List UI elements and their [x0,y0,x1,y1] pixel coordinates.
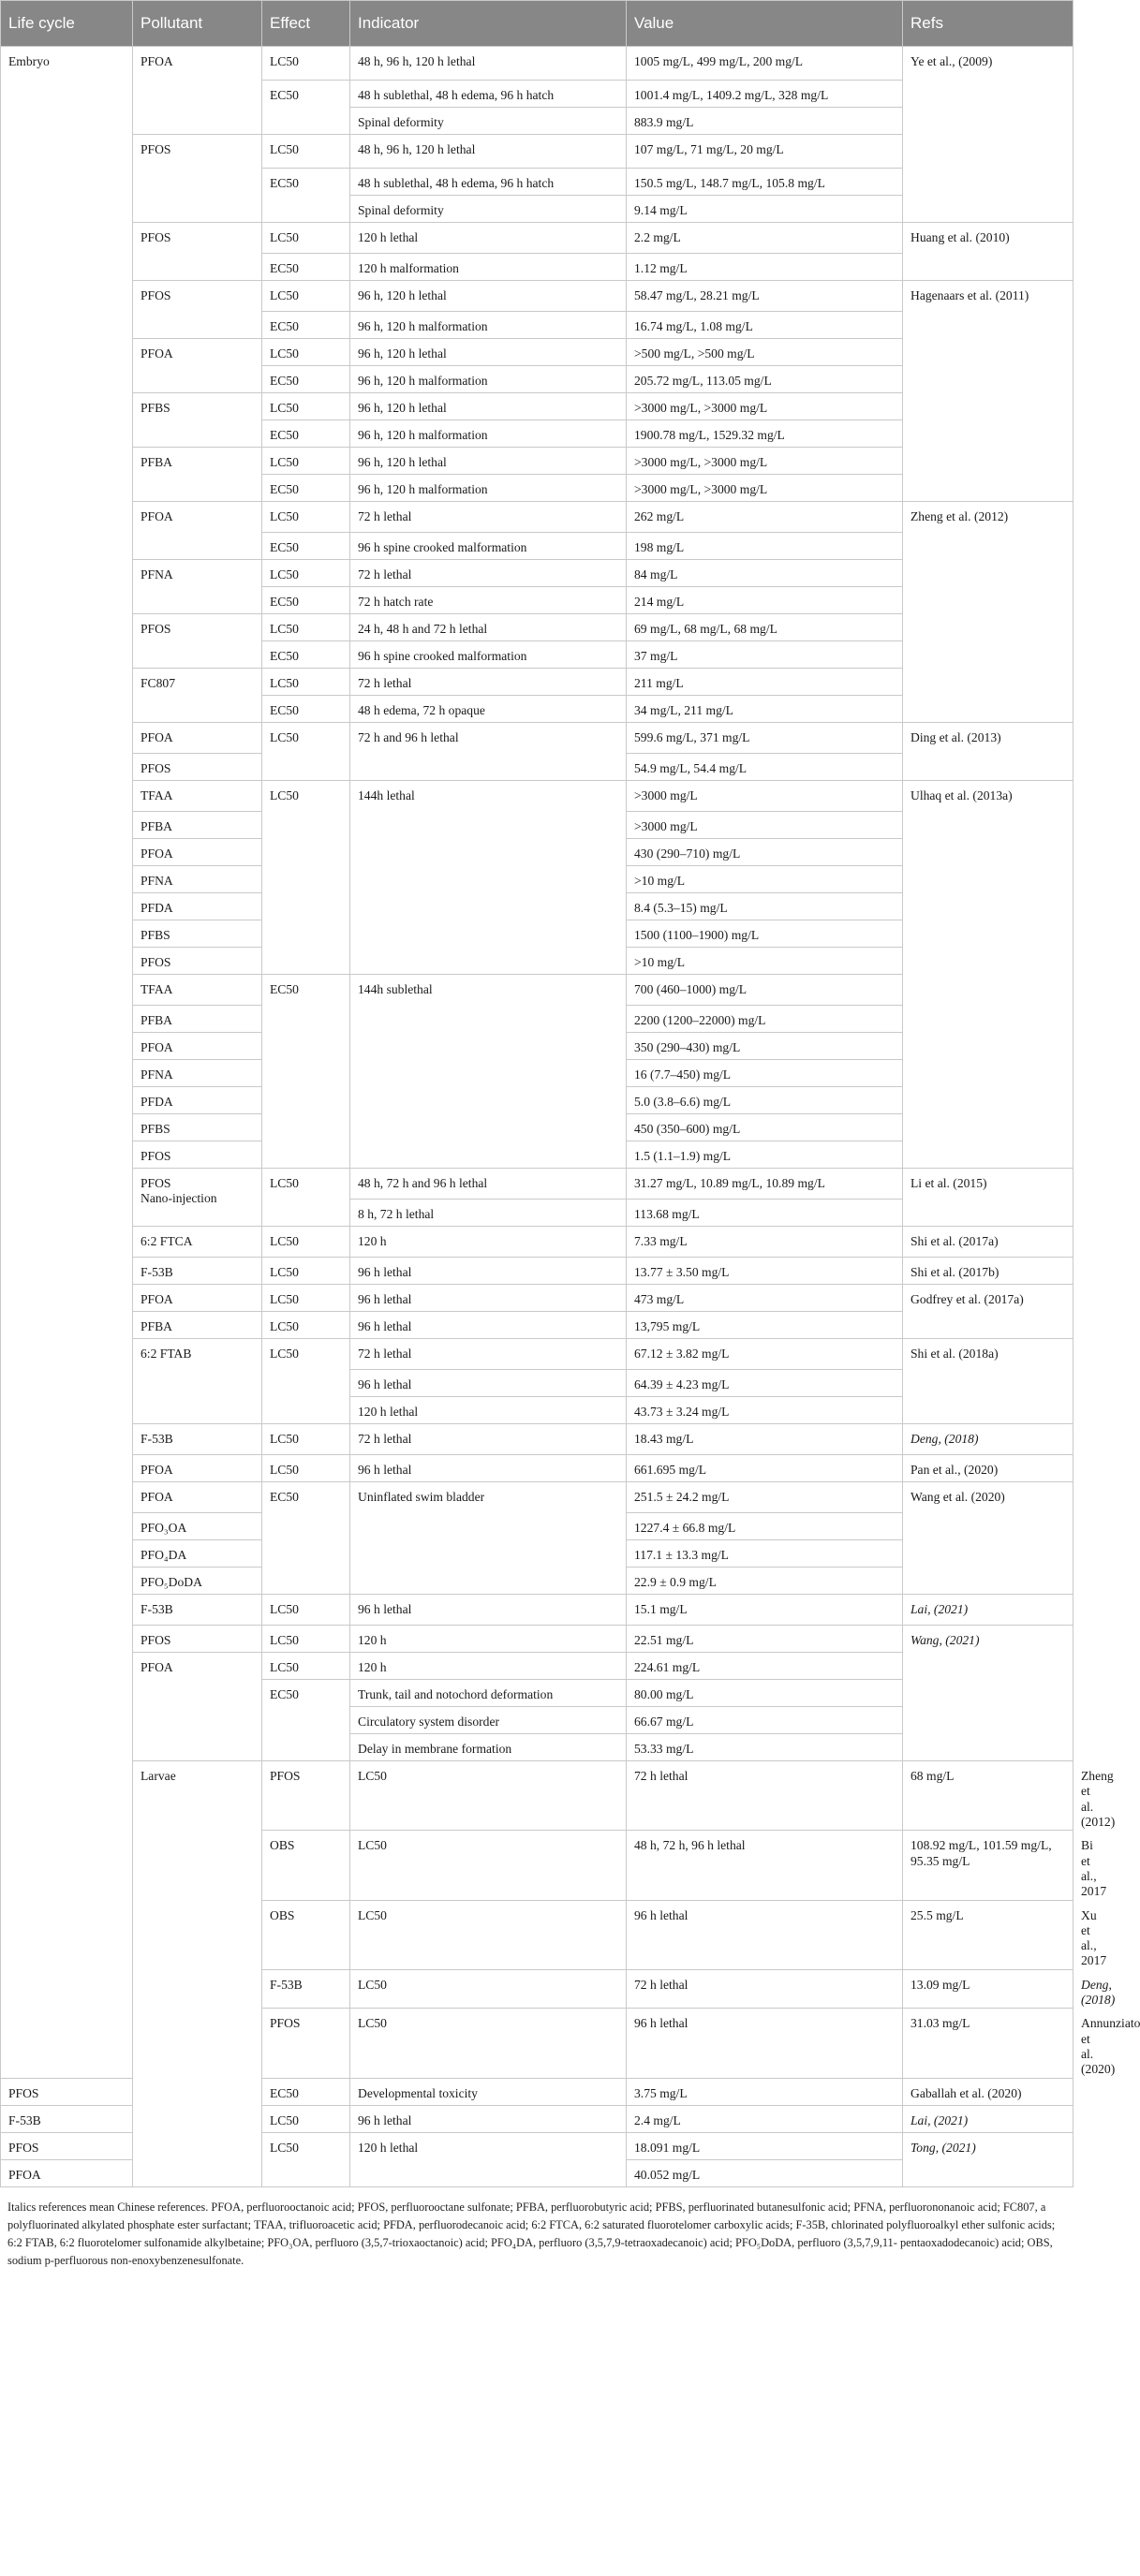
table-cell: Deng, (2018) [903,1424,1073,1455]
table-cell: EC50 [262,641,350,669]
table-cell: 599.6 mg/L, 371 mg/L [627,723,903,754]
table-cell: 31.27 mg/L, 10.89 mg/L, 10.89 mg/L [627,1169,903,1200]
table-cell: EC50 [262,1680,350,1761]
table-row: Larvae PFOS LC50 72 h lethal 68 mg/L Zheng et al. (2012) [1,1761,1073,1831]
table-cell: 25.5 mg/L [903,1900,1073,1969]
table-cell: Pan et al., (2020) [903,1455,1073,1482]
header-row [1,1,1073,47]
table-cell: 66.67 mg/L [627,1707,903,1734]
table-cell: LC50 [262,47,350,81]
table-cell: Spinal deformity [350,196,627,223]
table-cell: Zheng et al. (2012) [903,502,1073,723]
table-cell: 120 h lethal [350,2132,627,2186]
table-cell: EC50 [262,254,350,281]
table-cell: LC50 [262,723,350,781]
table-cell: 96 h, 120 h malformation [350,312,627,339]
table-cell: EC50 [262,587,350,614]
table-cell: EC50 [262,420,350,448]
table-cell: 48 h edema, 72 h opaque [350,696,627,723]
table-cell: >3000 mg/L, >3000 mg/L [627,475,903,502]
table-cell: EC50 [262,81,350,135]
table-cell: >500 mg/L, >500 mg/L [627,339,903,366]
table-cell: PFOS [133,223,262,281]
table-cell: >10 mg/L [627,866,903,893]
header-value: Value [627,1,903,47]
table-cell: PFOS [133,1141,262,1169]
table-cell: 211 mg/L [627,669,903,696]
table-cell: 262 mg/L [627,502,903,533]
table-cell: 450 (350–600) mg/L [627,1114,903,1141]
table-cell: Larvae [133,1761,262,2187]
table-cell: 43.73 ± 3.24 mg/L [627,1397,903,1424]
table-cell: FC807 [133,669,262,723]
table-cell: F-53B [133,1258,262,1285]
table-cell: 1.5 (1.1–1.9) mg/L [627,1141,903,1169]
table-cell: LC50 [262,669,350,696]
table-cell: 9.14 mg/L [627,196,903,223]
table-cell: Ding et al. (2013) [903,723,1073,781]
table-cell: PFOS [262,2009,350,2078]
table-cell: LC50 [262,2132,350,2186]
table-cell: 214 mg/L [627,587,903,614]
table-cell: Developmental toxicity [350,2078,627,2105]
table-cell: 120 h [350,1653,627,1680]
header-refs: Refs [903,1,1073,47]
table-cell: EC50 [262,1482,350,1595]
table-cell: Lai, (2021) [903,2105,1073,2132]
table-cell: >3000 mg/L [627,781,903,812]
table-cell: 150.5 mg/L, 148.7 mg/L, 105.8 mg/L [627,169,903,196]
table-cell: 53.33 mg/L [627,1734,903,1761]
table-cell: PFOA [133,1033,262,1060]
table-cell: PFOS [1,2078,133,2105]
table-footnote: Italics references mean Chinese references. PFOA, perfluorooctanoic acid; PFOS, perfluorooctane sulfonate; PFBA, perfluorobutyric acid; PFBS, perfluorinated butanesulfonic acid; PFNA, perfluorononanoic acid; FC807, a polyfluorinated alkylated phosphate ester surfactant; TFAA, trifluoroacetic acid; PFDA, perfluorodecanoic acid; 6:2 FTCA, 6:2 saturated fluorotelomer carboxylic acids; F-35B, chlorinated polyfluoroalkyl ether sulfonic acids; 6:2 FTAB, 6:2 fluorotelomer sulfonamide alkylbetaine; PFO₃OA, perfluoro (3,5,7-trioxaoctanoic) acid; PFO₄DA, perfluoro (3,5,7,9-tetraoxadecanoic) acid; PFO₅DoDA, perfluoro (3,5,7,9,11- pentaoxadodecanoic) acid; OBS, sodium p-perfluorous non-enoxybenzenesulfonate. [7,2200,1056,2268]
table-cell: LC50 [262,2105,350,2132]
table-cell: 13.77 ± 3.50 mg/L [627,1258,903,1285]
table-cell: 72 h lethal [350,502,627,533]
table-cell: Lai, (2021) [903,1595,1073,1626]
table-cell: PFNA [133,560,262,614]
table-row [1,1227,1073,1258]
table-cell: PFDA [133,1087,262,1114]
table-cell: EC50 [262,533,350,560]
table-cell: 120 h [350,1626,627,1653]
table-cell: LC50 [262,393,350,420]
table-cell: 6:2 FTAB [133,1339,262,1424]
table-cell: PFOA [133,502,262,560]
table-cell: 18.43 mg/L [627,1424,903,1455]
table-cell: LC50 [262,1595,350,1626]
table-cell: 69 mg/L, 68 mg/L, 68 mg/L [627,614,903,641]
header-pollutant: Pollutant [133,1,262,47]
table-cell: 48 h sublethal, 48 h edema, 96 h hatch [350,81,627,108]
table-cell: 350 (290–430) mg/L [627,1033,903,1060]
table-cell: 8 h, 72 h lethal [350,1200,627,1227]
table-cell: 18.091 mg/L [627,2132,903,2159]
table-cell: 80.00 mg/L [627,1680,903,1707]
table-row [1,1258,1073,1285]
table-cell: F-53B [133,1424,262,1455]
table-cell: LC50 [262,502,350,533]
table-cell: 144h sublethal [350,975,627,1169]
table-row [1,47,1073,81]
table-cell: 2200 (1200–22000) mg/L [627,1006,903,1033]
table-cell: 40.052 mg/L [627,2159,903,2186]
table-row [1,1595,1073,1626]
table-cell: PFOS [133,281,262,339]
table-cell: PFOA [133,339,262,393]
table-cell: 96 h lethal [627,2009,903,2078]
table-cell: 120 h lethal [350,223,627,254]
table-cell: PFOS Nano-injection [133,1169,262,1227]
table-cell: PFO₅DoDA [133,1568,262,1595]
table-cell: 96 h lethal [350,1312,627,1339]
table-cell: LC50 [262,1653,350,1680]
table-cell: 883.9 mg/L [627,108,903,135]
table-cell: 58.47 mg/L, 28.21 mg/L [627,281,903,312]
table-cell: 48 h, 72 h and 96 h lethal [350,1169,627,1200]
table-cell: Circulatory system disorder [350,1707,627,1734]
table-cell: 22.9 ± 0.9 mg/L [627,1568,903,1595]
header-indicator: Indicator [350,1,627,47]
table-cell: 16 (7.7–450) mg/L [627,1060,903,1087]
table-cell: PFBA [133,812,262,839]
table-cell: LC50 [262,1169,350,1227]
table-cell: 34 mg/L, 211 mg/L [627,696,903,723]
table-row: OBS LC50 48 h, 72 h, 96 h lethal 108.92 mg/L, 101.59 mg/L, 95.35 mg/L Bi et al., 2017 [1,1831,1073,1900]
table-cell: PFOS [133,135,262,223]
table-row [1,223,1073,254]
table-cell: 96 h, 120 h lethal [350,393,627,420]
table-cell: LC50 [262,1339,350,1424]
table-cell: >10 mg/L [627,948,903,975]
table-cell: EC50 [262,475,350,502]
table-body [1,47,1140,2187]
table-cell: >3000 mg/L [627,812,903,839]
table-cell: 117.1 ± 13.3 mg/L [627,1540,903,1568]
table-cell: 120 h [350,1227,627,1258]
table-cell: 120 h malformation [350,254,627,281]
table-cell: 1900.78 mg/L, 1529.32 mg/L [627,420,903,448]
table-cell: Ulhaq et al. (2013a) [903,781,1073,1169]
table-row: PFOS LC50 96 h lethal 31.03 mg/L Annunziato et al. (2020) [1,2009,1073,2078]
table-cell: 13,795 mg/L [627,1312,903,1339]
table-cell: 96 h, 120 h lethal [350,281,627,312]
table-cell: F-53B [262,1969,350,2009]
table-cell: EC50 [262,2078,350,2105]
table-cell: 661.695 mg/L [627,1455,903,1482]
table-cell: 72 h hatch rate [350,587,627,614]
table-row: OBS LC50 96 h lethal 25.5 mg/L Xu et al., 2017 [1,1900,1073,1969]
table-cell: LC50 [262,1285,350,1312]
table-cell: Embryo [1,47,133,2079]
table-cell: EC50 [262,696,350,723]
table-cell: 473 mg/L [627,1285,903,1312]
table-cell: 96 h, 120 h malformation [350,366,627,393]
table-cell: PFOS [133,614,262,669]
table-cell: 251.5 ± 24.2 mg/L [627,1482,903,1513]
table-cell: 96 h, 120 h lethal [350,448,627,475]
table-cell: 3.75 mg/L [627,2078,903,2105]
table-cell: PFBA [133,1312,262,1339]
table-cell: 84 mg/L [627,560,903,587]
table-cell: Li et al. (2015) [903,1169,1073,1227]
table-cell: PFOA [133,723,262,754]
table-cell: 198 mg/L [627,533,903,560]
table-cell: LC50 [350,1831,627,1900]
table-row [1,1339,1073,1370]
table-cell: 24 h, 48 h and 72 h lethal [350,614,627,641]
table-cell: PFNA [133,866,262,893]
table-cell: Uninflated swim bladder [350,1482,627,1595]
table-cell: PFOA [133,1455,262,1482]
table-cell: 96 h lethal [350,1285,627,1312]
table-cell: 113.68 mg/L [627,1200,903,1227]
table-cell: 1227.4 ± 66.8 mg/L [627,1513,903,1540]
header-effect: Effect [262,1,350,47]
table-cell: LC50 [262,223,350,254]
table-cell: 96 h lethal [350,2105,627,2132]
table-cell: 7.33 mg/L [627,1227,903,1258]
table-cell: >3000 mg/L, >3000 mg/L [627,393,903,420]
header-life-cycle: Life cycle [1,1,133,47]
table-cell: 2.2 mg/L [627,223,903,254]
table-row: F-53B LC50 72 h lethal 13.09 mg/L Deng, (2018) [1,1969,1073,2009]
table-cell: 1500 (1100–1900) mg/L [627,920,903,948]
table-cell: LC50 [350,1900,627,1969]
table-cell: PFOS [133,1626,262,1653]
table-cell: PFOS [262,1761,350,1831]
table-cell: LC50 [262,281,350,312]
table-cell: 64.39 ± 4.23 mg/L [627,1370,903,1397]
table-cell: Wang, (2021) [903,1626,1073,1761]
table-row [1,1455,1073,1482]
table-cell: 48 h, 96 h, 120 h lethal [350,135,627,169]
table-cell: 16.74 mg/L, 1.08 mg/L [627,312,903,339]
table-cell: LC50 [262,781,350,975]
table-cell: Wang et al. (2020) [903,1482,1073,1595]
table-cell: LC50 [262,1424,350,1455]
table-cell: 96 h, 120 h malformation [350,475,627,502]
table-cell: TFAA [133,781,262,812]
table-cell: PFOS [133,754,262,781]
table-cell: LC50 [262,448,350,475]
table-cell: Tong, (2021) [903,2132,1073,2186]
table-cell: 67.12 ± 3.82 mg/L [627,1339,903,1370]
table-cell: Gaballah et al. (2020) [903,2078,1073,2105]
table-cell: PFNA [133,1060,262,1087]
table-cell: LC50 [262,1626,350,1653]
table-row [1,781,1073,812]
table-cell: PFOA [133,1653,262,1761]
table-cell: 1005 mg/L, 499 mg/L, 200 mg/L [627,47,903,81]
table-cell: PFBS [133,920,262,948]
table-cell: Trunk, tail and notochord deformation [350,1680,627,1707]
table-cell: PFOA [133,1482,262,1513]
table-cell: 37 mg/L [627,641,903,669]
table-cell: 48 h sublethal, 48 h edema, 96 h hatch [350,169,627,196]
table-cell: 68 mg/L [903,1761,1073,1831]
table-row [1,502,1073,533]
table-cell: 1.12 mg/L [627,254,903,281]
table-cell: 96 h lethal [350,1595,627,1626]
table-cell: LC50 [262,560,350,587]
table-cell: PFBS [133,1114,262,1141]
table-cell: Huang et al. (2010) [903,223,1073,281]
table-cell: 22.51 mg/L [627,1626,903,1653]
table-cell: OBS [262,1831,350,1900]
table-cell: LC50 [262,614,350,641]
table-cell: LC50 [262,1258,350,1285]
table-cell: 96 h spine crooked malformation [350,641,627,669]
table-cell: LC50 [350,1761,627,1831]
table-cell: 96 h lethal [350,1258,627,1285]
table-cell: LC50 [262,1455,350,1482]
table-cell: 700 (460–1000) mg/L [627,975,903,1006]
table-cell: PFDA [133,893,262,920]
table-cell: LC50 [350,2009,627,2078]
table-cell: PFO₄DA [133,1540,262,1568]
table-cell: 96 h lethal [350,1455,627,1482]
table-cell: 72 h lethal [627,1969,903,2009]
table-row [1,1482,1073,1513]
table-cell: 31.03 mg/L [903,2009,1073,2078]
table-cell: 72 h lethal [350,669,627,696]
table-row [1,1169,1073,1200]
table-cell: 96 h, 120 h malformation [350,420,627,448]
table-cell: LC50 [262,339,350,366]
table-cell: Godfrey et al. (2017a) [903,1285,1073,1339]
table-cell: 72 h lethal [627,1761,903,1831]
table-cell: 120 h lethal [350,1397,627,1424]
table-cell: PFOS [133,948,262,975]
table-cell: PFOA [133,839,262,866]
table-cell: EC50 [262,312,350,339]
table-cell: >3000 mg/L, >3000 mg/L [627,448,903,475]
table-cell: PFO₃OA [133,1513,262,1540]
table-cell: Hagenaars et al. (2011) [903,281,1073,502]
table-row [1,1424,1073,1455]
table-cell: 72 h lethal [350,1424,627,1455]
table-cell: LC50 [262,1227,350,1258]
table-cell: 96 h, 120 h lethal [350,339,627,366]
table-cell: Ye et al., (2009) [903,47,1073,223]
table-cell: 430 (290–710) mg/L [627,839,903,866]
table-row [1,1626,1073,1653]
table-cell: 13.09 mg/L [903,1969,1073,2009]
table-cell: Shi et al. (2017a) [903,1227,1073,1258]
table-cell: PFOA [133,47,262,135]
table-cell: 96 h spine crooked malformation [350,533,627,560]
table-cell: 5.0 (3.8–6.6) mg/L [627,1087,903,1114]
table-cell: 144h lethal [350,781,627,975]
table-row [1,1285,1073,1312]
table-cell: LC50 [262,1312,350,1339]
table-cell: 72 h lethal [350,560,627,587]
table-cell: LC50 [350,1969,627,2009]
table-cell: 224.61 mg/L [627,1653,903,1680]
table-cell: EC50 [262,366,350,393]
table-cell: Spinal deformity [350,108,627,135]
table-cell: PFOS [1,2132,133,2159]
table-cell: Delay in membrane formation [350,1734,627,1761]
table-cell: LC50 [262,135,350,169]
table-cell: PFBA [133,1006,262,1033]
table-cell: 8.4 (5.3–15) mg/L [627,893,903,920]
table-cell: 48 h, 96 h, 120 h lethal [350,47,627,81]
table-cell: F-53B [133,1595,262,1626]
table-cell: Shi et al. (2018a) [903,1339,1073,1424]
table-cell: 108.92 mg/L, 101.59 mg/L, 95.35 mg/L [903,1831,1073,1900]
table-cell: 2.4 mg/L [627,2105,903,2132]
table-cell: 96 h lethal [627,1900,903,1969]
table-cell: 1001.4 mg/L, 1409.2 mg/L, 328 mg/L [627,81,903,108]
table-cell: 96 h lethal [350,1370,627,1397]
table-cell: OBS [262,1900,350,1969]
table-cell: Shi et al. (2017b) [903,1258,1073,1285]
table-row [1,281,1073,312]
table-cell: 54.9 mg/L, 54.4 mg/L [627,754,903,781]
table-cell: 205.72 mg/L, 113.05 mg/L [627,366,903,393]
table-cell: PFBS [133,393,262,448]
table-cell: PFOA [1,2159,133,2186]
table-cell: F-53B [1,2105,133,2132]
table-cell: 6:2 FTCA [133,1227,262,1258]
table-cell: 72 h and 96 h lethal [350,723,627,781]
table-cell: EC50 [262,169,350,223]
table-cell: PFOA [133,1285,262,1312]
table-row [1,723,1073,754]
table-cell: 72 h lethal [350,1339,627,1370]
table-cell: 107 mg/L, 71 mg/L, 20 mg/L [627,135,903,169]
table-cell: 48 h, 72 h, 96 h lethal [627,1831,903,1900]
table-cell: TFAA [133,975,262,1006]
table-cell: PFBA [133,448,262,502]
table-cell: 15.1 mg/L [627,1595,903,1626]
table-cell: EC50 [262,975,350,1169]
